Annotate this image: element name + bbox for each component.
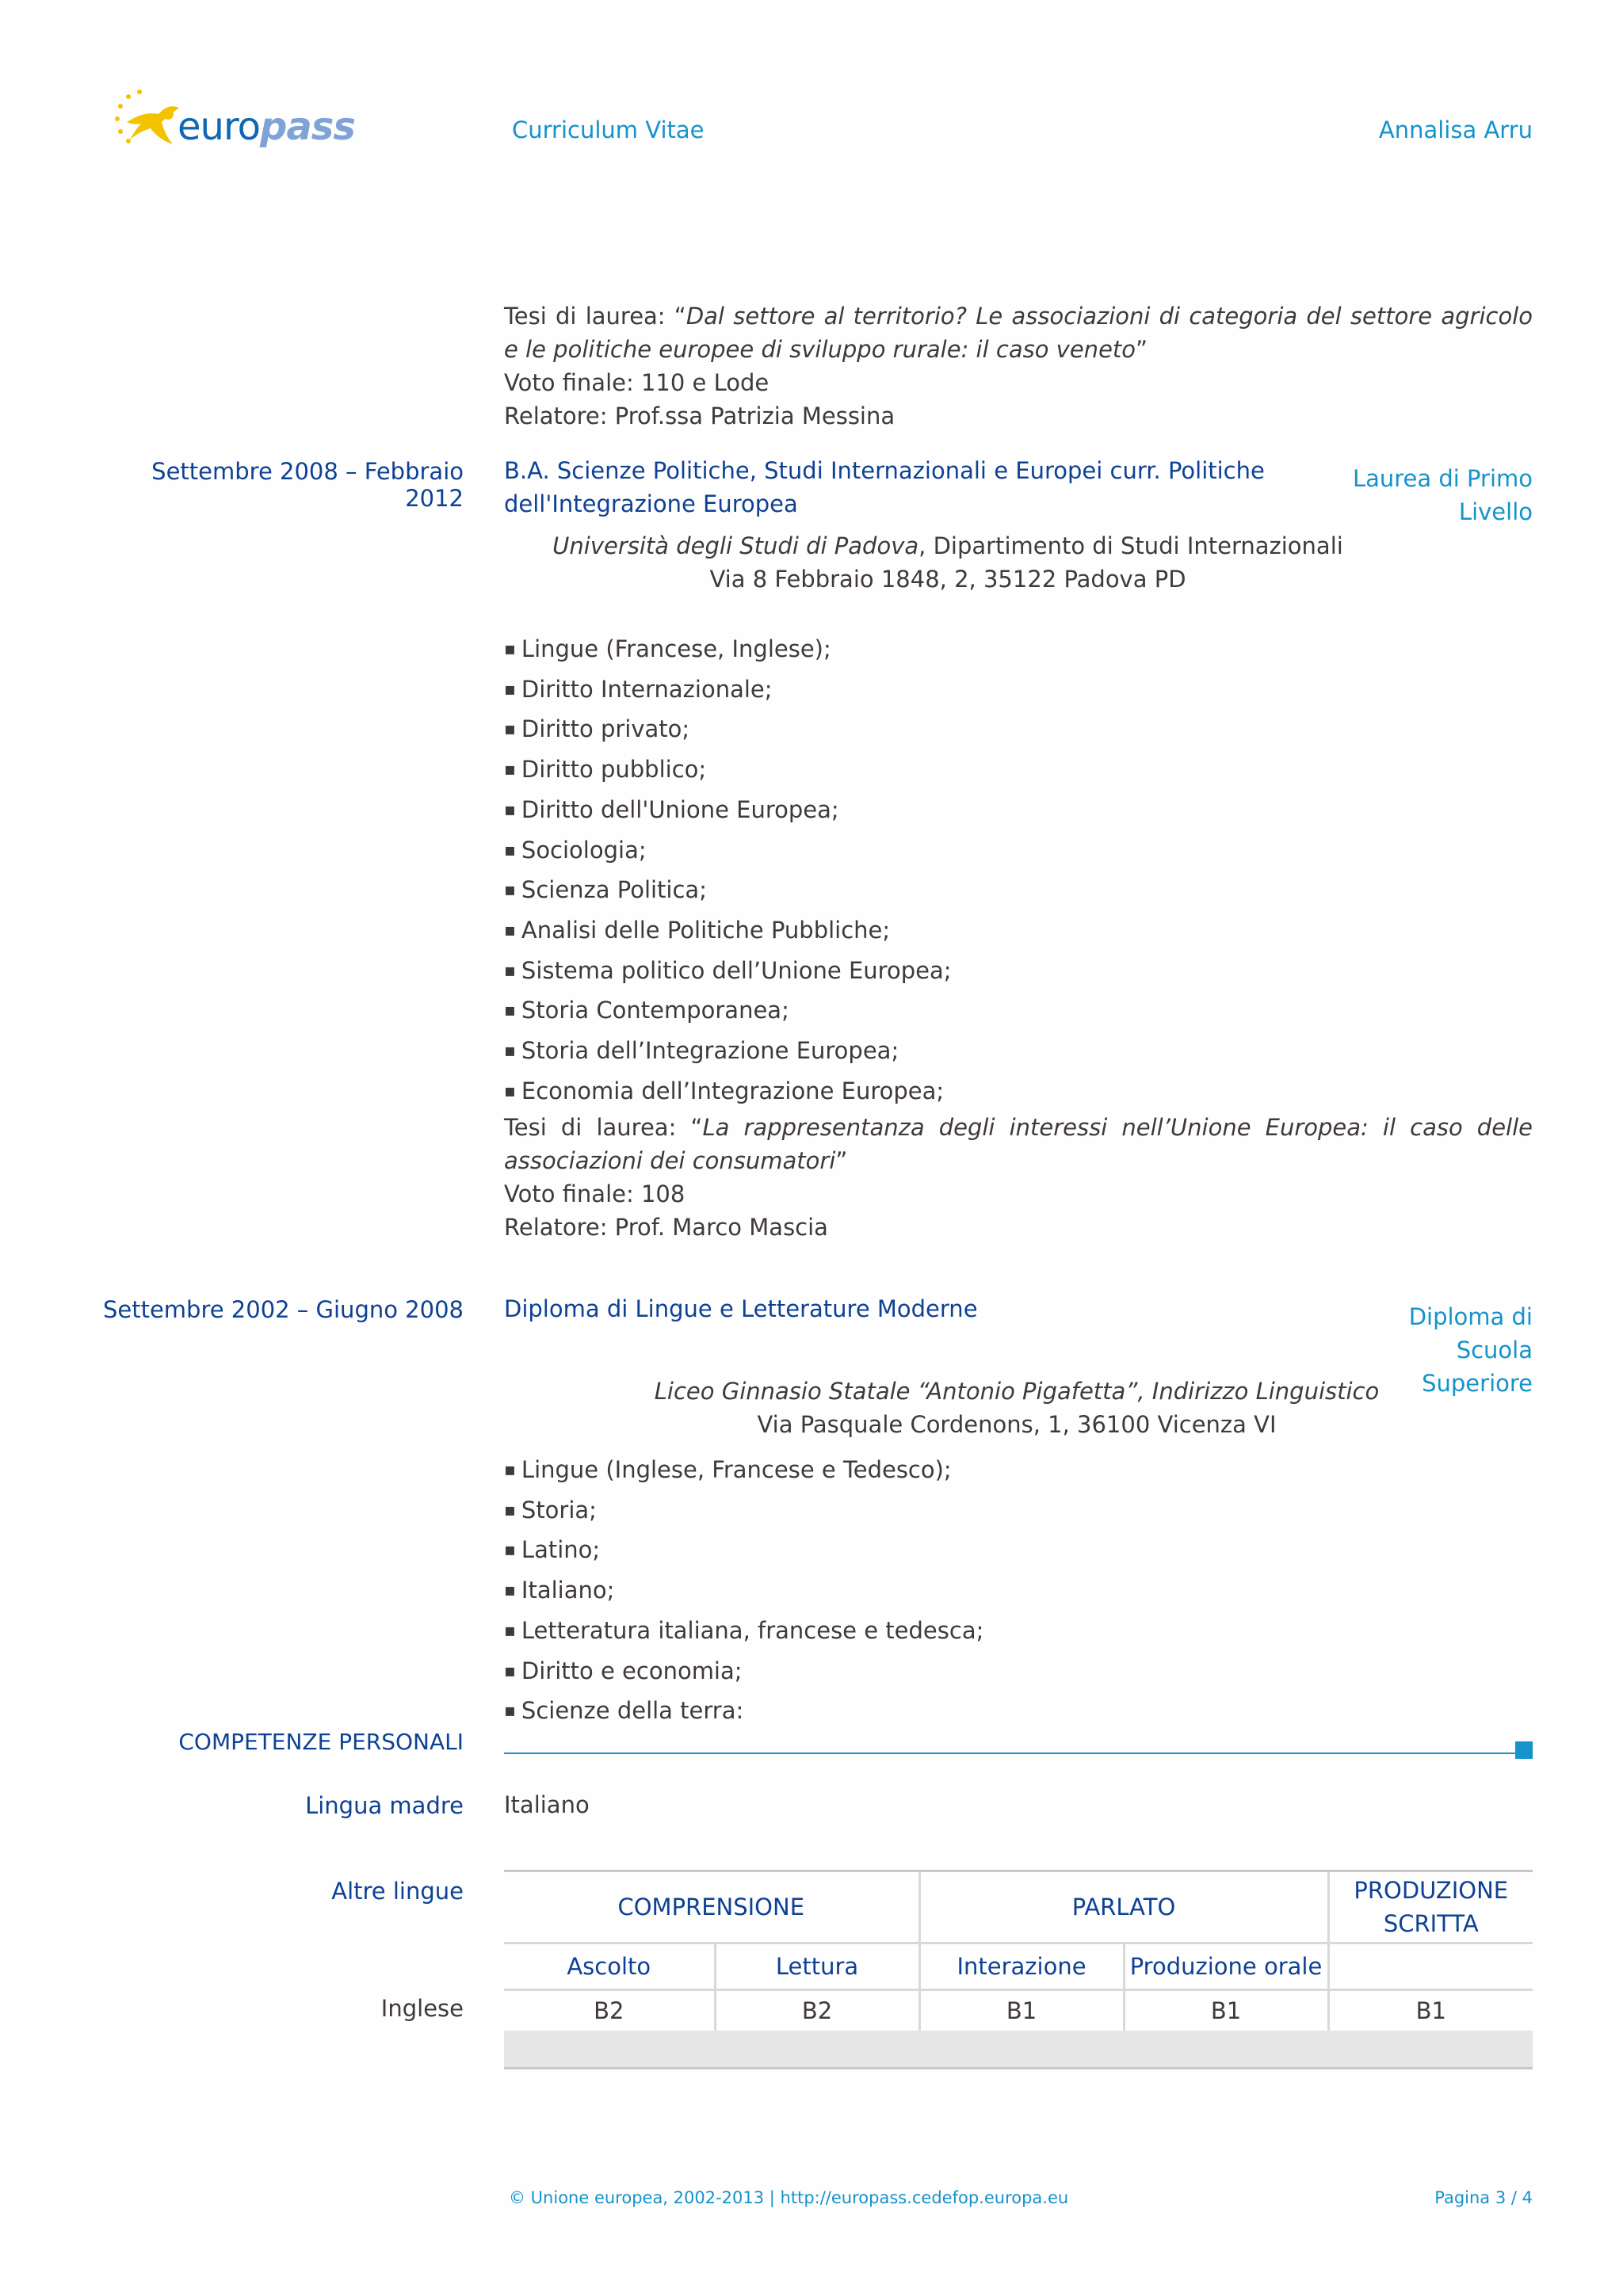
list-item: ▪ Diritto e economia; [504,1653,1533,1693]
level-reading: B2 [715,1990,919,2031]
thesis-1 [504,299,1533,433]
mother-tongue-value: Italiano [504,1791,590,1818]
europass-star-figure-icon [113,87,184,158]
skills-section-title: COMPETENZE PERSONALI [178,1729,464,1755]
edu-hs-address: Via Pasquale Cordenons, 1, 36100 Vicenza VI [757,1411,1277,1438]
edu-ba-address: Via 8 Febbraio 1848, 2, 35122 Padova PD [709,566,1186,593]
sub-empty [1328,1943,1533,1990]
thesis-2-title: Tesi di laurea: “La rappresentanza degli interessi nell’Unione Europea: il caso delle associazioni dei consumatori” [504,1114,1533,1174]
list-item: ▪ Storia; [504,1492,1533,1532]
edu-ba-dates: Settembre 2008 – Febbraio 2012 [151,458,464,512]
list-item: ▪ Storia Contemporanea; [504,992,1533,1032]
europass-logo [113,87,355,158]
list-item: ▪ Italiano; [504,1572,1533,1612]
list-item: ▪ Sistema politico dell’Unione Europea; [504,952,1533,993]
list-item: ▪ Diritto pubblico; [504,751,1533,791]
section-marker [1515,1741,1533,1759]
other-languages-label: Altre lingue [331,1878,464,1905]
list-item: ▪ Lingue (Inglese, Francese e Tedesco); [504,1451,1533,1492]
list-item: ▪ Sociologia; [504,832,1533,872]
col-spoken: PARLATO [919,1871,1328,1943]
level-writing: B1 [1328,1990,1533,2031]
doc-title: Curriculum Vitae [512,116,705,143]
europass-wordmark: europass [178,105,355,149]
thesis-2 [504,1111,1533,1244]
level-production: B1 [1124,1990,1328,2031]
edu-ba-subjects [504,631,1533,1112]
list-item: ▪ Latino; [504,1531,1533,1572]
list-item: ▪ Scienze della terra: [504,1692,1533,1733]
col-comprehension: COMPRENSIONE [504,1871,919,1943]
edu-hs-dates: Settembre 2002 – Giugno 2008 [102,1296,464,1323]
edu-hs-level: Diploma di Scuola Superiore [1408,1303,1533,1397]
level-interaction: B1 [919,1990,1124,2031]
section-divider [504,1753,1533,1754]
sub-production: Produzione orale [1124,1943,1328,1990]
language-name: Inglese [380,1995,464,2022]
list-item: ▪ Letteratura italiana, francese e tedesca; [504,1612,1533,1653]
edu-ba-level: Laurea di Primo Livello [1352,465,1533,525]
footer-page-number: Pagina 3 / 4 [1434,2188,1533,2207]
table-row-notes [504,2031,1533,2069]
mother-tongue-label: Lingua madre [305,1792,464,1819]
thesis-2-supervisor: Relatore: Prof. Marco Mascia [504,1214,828,1241]
level-listening: B2 [594,1997,624,2024]
list-item: ▪ Scienza Politica; [504,871,1533,912]
list-item: ▪ Diritto privato; [504,711,1533,751]
list-item: ▪ Analisi delle Politiche Pubbliche; [504,912,1533,952]
edu-ba-institution: Università degli Studi di Padova, Dipartimento di Studi Internazionali Via 8 Febbraio 1848, 2, 35122 Padova PD [504,529,1392,596]
table-row [504,1990,1533,2031]
sub-interaction: Interazione [919,1943,1124,1990]
list-item: ▪ Storia dell’Integrazione Europea; [504,1032,1533,1073]
language-table [504,1870,1533,2069]
list-item: ▪ Economia dell’Integrazione Europea; [504,1073,1533,1113]
edu-ba-title: B.A. Scienze Politiche, Studi Internazionali e Europei curr. Politiche dell'Integrazione Europea [504,457,1265,517]
edu-hs-subjects [504,1451,1533,1733]
list-item: ▪ Diritto Internazionale; [504,671,1533,711]
thesis-2-grade: Voto finale: 108 [504,1180,685,1207]
thesis-1-title: Tesi di laurea: “Dal settore al territorio? Le associazioni di categoria del settore agricolo e le politiche europee di sviluppo rurale: il caso veneto” [504,303,1533,363]
edu-hs-title: Diploma di Lingue e Letterature Moderne [504,1295,978,1322]
thesis-1-supervisor: Relatore: Prof.ssa Patrizia Messina [504,402,896,429]
person-name: Annalisa Arru [1378,116,1533,143]
sub-reading: Lettura [715,1943,919,1990]
footer-copyright: © Unione europea, 2002-2013 | http://europass.cedefop.europa.eu [509,2188,1069,2207]
list-item: ▪ Lingue (Francese, Inglese); [504,631,1533,671]
list-item: ▪ Diritto dell'Unione Europea; [504,791,1533,832]
edu-hs-institution: Liceo Ginnasio Statale “Antonio Pigafetta”, Indirizzo Linguistico Via Pasquale Cordenons, 1, 36100 Vicenza VI [504,1375,1529,1441]
thesis-1-grade: Voto finale: 110 e Lode [504,369,769,396]
col-written: PRODUZIONE SCRITTA [1328,1871,1533,1943]
sub-listening: Ascolto [504,1943,715,1990]
